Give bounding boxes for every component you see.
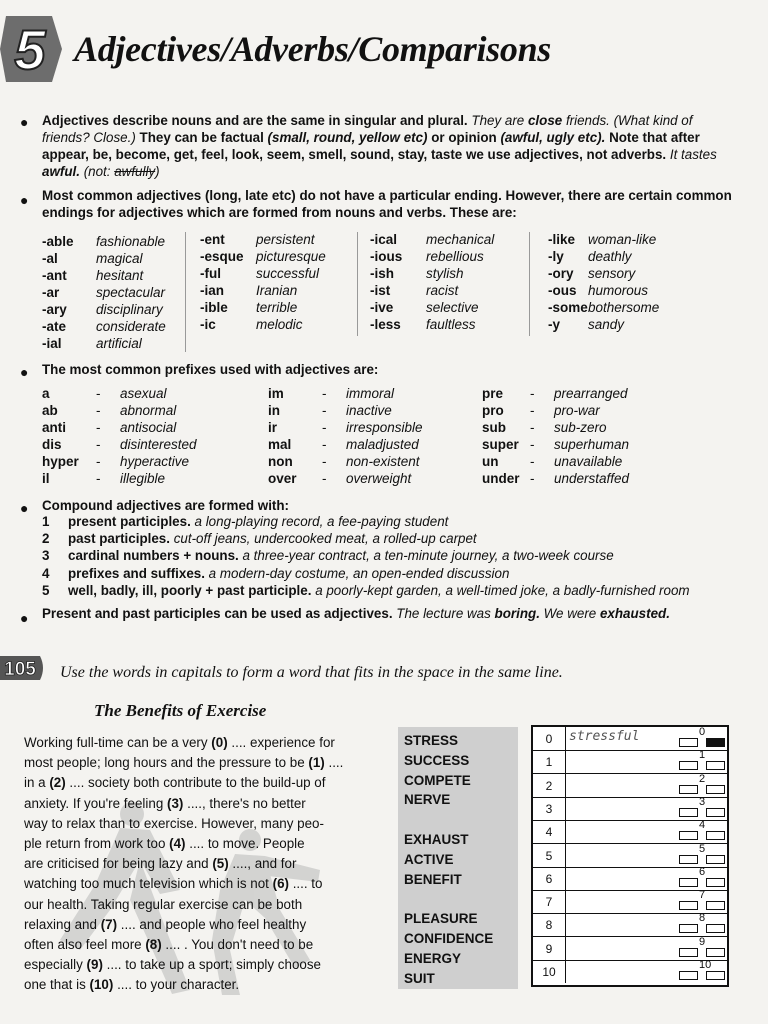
answer-box bbox=[706, 761, 725, 770]
prefix: im bbox=[268, 386, 284, 401]
suffix-row bbox=[548, 316, 659, 333]
rule-3: The most common prefixes used with adjectives are: bbox=[42, 362, 379, 377]
suffix-example: racist bbox=[426, 283, 459, 298]
answer-box bbox=[679, 761, 698, 770]
dash-separator: - bbox=[530, 437, 535, 452]
prefix-row bbox=[482, 419, 629, 436]
dash-separator: - bbox=[322, 403, 327, 418]
prefix: non bbox=[268, 454, 293, 469]
prefix-row bbox=[482, 470, 629, 487]
prefix-example: sub-zero bbox=[554, 420, 607, 435]
gap-number: (1) bbox=[308, 755, 325, 771]
suffix: -ant bbox=[42, 268, 67, 283]
answer-number: 7 bbox=[533, 890, 566, 913]
keyword: PLEASURE bbox=[404, 911, 478, 927]
gap-number: (7) bbox=[100, 916, 118, 932]
gap-number: (10) bbox=[89, 977, 114, 993]
passage-line: in a (2) .... society both contribute to the build-up of bbox=[24, 775, 326, 791]
suffix-row bbox=[200, 231, 326, 248]
answer-number: 3 bbox=[533, 797, 566, 820]
answer-box bbox=[679, 738, 698, 747]
box-number: 0 bbox=[699, 726, 706, 738]
box-number: 10 bbox=[699, 959, 712, 971]
answer-grid bbox=[679, 820, 727, 843]
suffix-row bbox=[548, 248, 659, 265]
dash-separator: - bbox=[322, 471, 327, 486]
prefix: sub bbox=[482, 420, 507, 435]
suffix-row bbox=[42, 233, 166, 250]
box-number: 5 bbox=[699, 842, 706, 855]
prefix-example: pro-war bbox=[554, 403, 600, 418]
box-number: 4 bbox=[699, 819, 706, 832]
rule-2: Most common adjectives (long, late etc) do not have a particular ending. However, there are certain common endings for adjectives which are formed from nouns and verbs. These are: bbox=[42, 188, 732, 220]
suffix-example: considerate bbox=[96, 319, 166, 334]
prefix-row bbox=[268, 385, 423, 402]
suffix-example: sensory bbox=[588, 266, 636, 281]
prefix-example: superhuman bbox=[554, 437, 630, 452]
box-number: 3 bbox=[699, 795, 706, 808]
keyword: SUIT bbox=[404, 970, 435, 986]
answer-grid bbox=[679, 727, 727, 750]
box-number: 1 bbox=[699, 749, 706, 762]
keyword: ACTIVE bbox=[404, 851, 454, 867]
prefix-row bbox=[482, 453, 629, 470]
suffix: -esque bbox=[200, 249, 244, 264]
compound-example: a modern-day costume, an open-ended discussion bbox=[208, 565, 510, 581]
passage-line: relaxing and (7) .... and people who feel healthy bbox=[24, 916, 307, 932]
prefix-row bbox=[42, 419, 197, 436]
suffix-row bbox=[42, 284, 166, 301]
answer-row bbox=[533, 890, 727, 914]
answer-number: 0 bbox=[533, 727, 566, 750]
answer-box bbox=[706, 948, 725, 957]
suffix-row bbox=[42, 250, 166, 267]
suffix-example: sandy bbox=[588, 317, 625, 332]
answer-box bbox=[706, 808, 725, 817]
prefix-row bbox=[268, 419, 423, 436]
keyword: ENERGY bbox=[404, 950, 462, 966]
answer-row bbox=[533, 797, 727, 821]
prefix-row bbox=[268, 436, 423, 453]
suffix-example: woman-like bbox=[588, 232, 657, 247]
prefix-example: abnormal bbox=[120, 403, 177, 418]
answer-row bbox=[533, 774, 727, 798]
word-box bbox=[398, 727, 518, 989]
answer-value[interactable]: stressful bbox=[569, 729, 640, 744]
suffix-row bbox=[370, 265, 494, 282]
gap-number: (2) bbox=[49, 775, 66, 791]
answer-grid bbox=[679, 937, 727, 960]
suffix: -less bbox=[370, 317, 401, 332]
dash-separator: - bbox=[530, 471, 535, 486]
suffix-example: magical bbox=[96, 251, 143, 266]
passage-line: especially (9) .... to take up a sport; simply choose bbox=[24, 957, 321, 973]
answer-row bbox=[533, 913, 727, 937]
prefix: a bbox=[42, 386, 50, 401]
keyword: CONFIDENCE bbox=[404, 931, 494, 946]
compound-rule: past participles. bbox=[68, 531, 170, 547]
suffix-row bbox=[42, 318, 166, 335]
prefix-example: antisocial bbox=[120, 420, 177, 435]
answer-row bbox=[533, 937, 727, 961]
prefix-example: illegible bbox=[120, 471, 166, 486]
answer-grid bbox=[679, 750, 727, 773]
suffix-row bbox=[200, 299, 326, 316]
passage-line: way to relax than to exercise. However, many peo- bbox=[24, 815, 324, 831]
suffix-row bbox=[42, 267, 166, 284]
prefix: dis bbox=[42, 437, 62, 452]
suffix-row bbox=[548, 299, 659, 316]
suffix-example: picturesque bbox=[256, 249, 326, 264]
prefix-example: disinterested bbox=[120, 437, 197, 452]
column-divider bbox=[357, 232, 358, 336]
dash-separator: - bbox=[530, 420, 535, 435]
suffix-example: bothersome bbox=[588, 300, 660, 315]
suffix-example: selective bbox=[426, 300, 479, 315]
unit-number: 5 bbox=[14, 18, 46, 81]
suffix: -like bbox=[548, 232, 576, 247]
compound-example: cut-off jeans, undercooked meat, a rolled-up carpet bbox=[173, 531, 477, 547]
column-divider bbox=[529, 232, 530, 336]
prefix-example: prearranged bbox=[554, 386, 628, 401]
passage-line: Working full-time can be a very (0) .... experience for bbox=[24, 735, 335, 750]
suffix-example: rebellious bbox=[426, 249, 484, 264]
suffix: -ar bbox=[42, 285, 60, 300]
prefix-column bbox=[268, 385, 423, 487]
suffix-example: artificial bbox=[96, 336, 142, 351]
dash-separator: - bbox=[530, 454, 535, 469]
suffix: -some bbox=[548, 300, 588, 315]
answer-number: 8 bbox=[533, 913, 566, 936]
column-divider bbox=[185, 232, 186, 352]
prefix-row bbox=[482, 385, 629, 402]
prefix-row bbox=[268, 453, 423, 470]
answer-box bbox=[706, 924, 725, 933]
answer-box bbox=[706, 971, 725, 980]
keyword: SUCCESS bbox=[404, 752, 470, 768]
prefix-example: maladjusted bbox=[346, 437, 419, 452]
answer-grid bbox=[679, 913, 727, 936]
answer-row bbox=[533, 820, 727, 844]
compound-example: a three-year contract, a ten-minute journey, a two-week course bbox=[242, 548, 614, 564]
prefix-example: immoral bbox=[346, 386, 395, 401]
prefix-row bbox=[42, 453, 197, 470]
prefix: hyper bbox=[42, 454, 79, 469]
prefix-row bbox=[42, 470, 197, 487]
compound-number: 4 bbox=[42, 565, 50, 581]
compound-item bbox=[42, 583, 690, 598]
compound-rule: well, badly, ill, poorly + past participle. bbox=[68, 582, 312, 598]
answer-box bbox=[706, 855, 725, 864]
prefix: in bbox=[268, 403, 280, 418]
suffix-example: hesitant bbox=[96, 268, 144, 283]
suffix: -ic bbox=[200, 317, 216, 332]
answer-row bbox=[533, 727, 727, 751]
prefix: anti bbox=[42, 420, 67, 435]
prefix-row bbox=[42, 385, 197, 402]
box-number: 9 bbox=[699, 935, 706, 948]
compound-number: 2 bbox=[42, 531, 50, 547]
suffix: -able bbox=[42, 234, 74, 249]
bullet-icon: ● bbox=[20, 192, 29, 208]
answer-number: 1 bbox=[533, 750, 566, 773]
dash-separator: - bbox=[96, 403, 101, 418]
suffix-example: fashionable bbox=[96, 234, 166, 249]
suffix-example: Iranian bbox=[256, 283, 298, 298]
prefix: over bbox=[268, 471, 297, 486]
suffix: -ous bbox=[548, 283, 577, 298]
suffix-example: mechanical bbox=[426, 232, 495, 247]
dash-separator: - bbox=[322, 420, 327, 435]
suffix: -ate bbox=[42, 319, 67, 334]
suffix: -ical bbox=[370, 232, 398, 247]
answer-box bbox=[679, 785, 698, 794]
suffix-example: melodic bbox=[256, 317, 303, 332]
box-number: 2 bbox=[699, 772, 706, 785]
answer-row bbox=[533, 960, 727, 983]
compound-item bbox=[42, 548, 614, 563]
exercise-title: The Benefits of Exercise bbox=[94, 701, 267, 720]
suffix-row bbox=[200, 265, 326, 282]
bullet-icon: ● bbox=[20, 500, 29, 516]
exercise-passage bbox=[24, 733, 376, 996]
bullet-icon: ● bbox=[20, 114, 29, 130]
prefix-example: understaffed bbox=[554, 471, 630, 486]
dash-separator: - bbox=[96, 420, 101, 435]
prefix-example: inactive bbox=[346, 403, 392, 418]
compound-item bbox=[42, 566, 509, 581]
prefix: super bbox=[482, 437, 519, 452]
answer-box bbox=[706, 878, 725, 887]
gap-number: (8) bbox=[145, 937, 162, 953]
answer-box bbox=[679, 808, 698, 817]
answer-number: 9 bbox=[533, 937, 566, 960]
passage-line: most people; long hours and the pressure to be (1) .... bbox=[24, 755, 344, 771]
gap-number: (6) bbox=[272, 876, 289, 892]
answer-number: 4 bbox=[533, 820, 566, 843]
suffix: -ial bbox=[42, 336, 62, 351]
suffix-row bbox=[370, 248, 494, 265]
svg-text:105: 105 bbox=[4, 659, 36, 680]
passage-line: anxiety. If you're feeling (3) ...., there's no better bbox=[24, 795, 306, 811]
suffix-row bbox=[548, 231, 659, 248]
passage-line: one that is (10) .... to your character. bbox=[24, 977, 240, 993]
suffix: -al bbox=[42, 251, 58, 266]
suffix-row bbox=[548, 282, 659, 299]
suffix-row bbox=[370, 316, 494, 333]
answer-row bbox=[533, 750, 727, 774]
passage-line: watching too much television which is not (6) .... to bbox=[24, 876, 323, 892]
prefix: un bbox=[482, 454, 499, 469]
prefix-example: irresponsible bbox=[346, 420, 423, 435]
prefix: pro bbox=[482, 403, 504, 418]
gap-number: (3) bbox=[167, 795, 184, 811]
suffix-row bbox=[200, 316, 326, 333]
prefix: ab bbox=[42, 403, 58, 418]
compound-number: 3 bbox=[42, 548, 50, 564]
dash-separator: - bbox=[322, 386, 327, 401]
prefix: mal bbox=[268, 437, 292, 452]
suffix-example: spectacular bbox=[96, 285, 166, 300]
dash-separator: - bbox=[96, 437, 101, 452]
passage-line: our health. Taking regular exercise can be both bbox=[24, 896, 303, 912]
suffix: -ist bbox=[370, 283, 391, 298]
suffix: -ful bbox=[200, 266, 221, 281]
compound-number: 1 bbox=[42, 514, 50, 529]
prefix-row bbox=[482, 402, 629, 419]
suffix-column bbox=[548, 231, 659, 333]
suffix: -ory bbox=[548, 266, 574, 281]
answer-grid bbox=[679, 867, 727, 890]
passage-line: ple return from work too (4) .... to move. People bbox=[24, 836, 305, 852]
answer-grid bbox=[679, 774, 727, 797]
suffix-example: persistent bbox=[256, 232, 315, 247]
gap-number: (0) bbox=[211, 735, 228, 750]
suffix-example: humorous bbox=[588, 283, 649, 298]
answer-box bbox=[679, 924, 698, 933]
keyword: EXHAUST bbox=[404, 832, 469, 847]
prefix-column bbox=[42, 385, 197, 487]
suffix-example: terrible bbox=[256, 300, 298, 315]
keyword: BENEFIT bbox=[404, 871, 462, 887]
rule-1: Adjectives describe nouns and are the same in singular and plural. They are close friends. (What kind of friends? Close.) They can be factual (small, round, yellow etc) or opinion (awful, ugly etc). Note that after appear, be, become, get, feel, look, seem, smell, sound, stay, taste we use adjectives, not adverbs. It tastes awful. (not: awfully) bbox=[42, 113, 717, 179]
suffix-row bbox=[370, 299, 494, 316]
prefix: under bbox=[482, 471, 520, 486]
suffix: -ible bbox=[200, 300, 228, 315]
dash-separator: - bbox=[530, 386, 535, 401]
dash-separator: - bbox=[322, 437, 327, 452]
exercise-number-badge bbox=[0, 654, 46, 682]
compound-rule: prefixes and suffixes. bbox=[68, 565, 205, 581]
compound-rule: present participles. bbox=[68, 514, 191, 529]
compound-item bbox=[42, 514, 448, 529]
unit-title: Adjectives/Adverbs/Comparisons bbox=[74, 29, 552, 69]
compound-example: a poorly-kept garden, a well-timed joke, a badly-furnished room bbox=[315, 582, 690, 598]
suffix: -ious bbox=[370, 249, 403, 264]
suffix-row bbox=[42, 301, 166, 318]
keyword: COMPETE bbox=[404, 772, 471, 788]
suffix-row bbox=[42, 335, 166, 352]
rule-5: Present and past participles can be used as adjectives. The lecture was boring. We were exhausted. bbox=[42, 606, 670, 621]
answer-box bbox=[679, 855, 698, 864]
suffix-row bbox=[370, 231, 494, 248]
prefix-column bbox=[482, 385, 629, 487]
unit-badge bbox=[0, 14, 62, 84]
prefix: pre bbox=[482, 386, 504, 401]
answer-box bbox=[706, 785, 725, 794]
answer-table bbox=[531, 725, 729, 987]
prefix-row bbox=[268, 470, 423, 487]
answer-grid bbox=[679, 890, 727, 913]
prefix: il bbox=[42, 471, 50, 486]
answer-box bbox=[679, 878, 698, 887]
prefix-example: overweight bbox=[346, 471, 412, 486]
answer-number: 2 bbox=[533, 774, 566, 797]
answer-grid bbox=[679, 844, 727, 867]
box-number: 8 bbox=[699, 912, 706, 925]
prefix-row bbox=[268, 402, 423, 419]
gap-number: (9) bbox=[86, 957, 103, 973]
suffix-column bbox=[42, 233, 166, 352]
answer-box bbox=[706, 738, 725, 747]
keyword: NERVE bbox=[404, 792, 451, 808]
answer-box bbox=[706, 901, 725, 910]
compound-rule: cardinal numbers + nouns. bbox=[68, 548, 239, 564]
suffix-row bbox=[200, 282, 326, 299]
suffix-example: faultless bbox=[426, 317, 476, 332]
suffix-row bbox=[370, 282, 494, 299]
suffix-row bbox=[200, 248, 326, 265]
gap-number: (5) bbox=[212, 856, 229, 872]
answer-box bbox=[679, 831, 698, 840]
suffix: -ive bbox=[370, 300, 394, 315]
suffix: -ish bbox=[370, 266, 395, 281]
keyword: STRESS bbox=[404, 733, 459, 748]
bullet-icon: ● bbox=[20, 610, 29, 626]
dash-separator: - bbox=[530, 403, 535, 418]
suffix: -ly bbox=[548, 249, 564, 264]
answer-box bbox=[679, 901, 698, 910]
suffix-example: stylish bbox=[426, 266, 464, 281]
dash-separator: - bbox=[322, 454, 327, 469]
answer-row bbox=[533, 844, 727, 868]
box-number: 6 bbox=[699, 865, 706, 878]
answer-box bbox=[706, 831, 725, 840]
suffix-example: deathly bbox=[588, 249, 632, 264]
bullet-icon: ● bbox=[20, 364, 29, 380]
compound-example: a long-playing record, a fee-paying student bbox=[194, 514, 449, 529]
answer-number: 5 bbox=[533, 844, 566, 867]
box-number: 7 bbox=[699, 889, 706, 902]
answer-box bbox=[679, 948, 698, 957]
prefix: ir bbox=[268, 420, 278, 435]
suffix: -ian bbox=[200, 283, 225, 298]
dash-separator: - bbox=[96, 471, 101, 486]
suffix-column bbox=[370, 231, 494, 333]
answer-number: 10 bbox=[533, 960, 566, 983]
suffix-example: disciplinary bbox=[96, 302, 163, 317]
answer-grid bbox=[679, 797, 727, 820]
exercise-instruction: Use the words in capitals to form a word that fits in the space in the same line. bbox=[60, 664, 563, 681]
prefix-row bbox=[482, 436, 629, 453]
prefix-row bbox=[42, 436, 197, 453]
rule-4: Compound adjectives are formed with: bbox=[42, 498, 290, 513]
passage-line: often also feel more (8) .... . You don't need to be bbox=[24, 937, 314, 953]
gap-number: (4) bbox=[169, 836, 186, 852]
prefix-example: asexual bbox=[120, 386, 167, 401]
compound-item bbox=[42, 531, 477, 546]
suffix: -ent bbox=[200, 232, 225, 247]
suffix-row bbox=[548, 265, 659, 282]
dash-separator: - bbox=[96, 386, 101, 401]
suffix-column bbox=[200, 231, 326, 333]
passage-line: are criticised for being lazy and (5) ...., and for bbox=[24, 856, 297, 872]
prefix-row bbox=[42, 402, 197, 419]
answer-box bbox=[679, 971, 698, 980]
prefix-example: hyperactive bbox=[120, 454, 190, 469]
answer-grid bbox=[679, 960, 727, 983]
suffix: -ary bbox=[42, 302, 67, 317]
answer-row bbox=[533, 867, 727, 891]
compound-number: 5 bbox=[42, 582, 50, 598]
suffix-example: successful bbox=[256, 266, 320, 281]
prefix-example: non-existent bbox=[346, 454, 420, 469]
dash-separator: - bbox=[96, 454, 101, 469]
prefix-example: unavailable bbox=[554, 454, 623, 469]
suffix: -y bbox=[548, 317, 561, 332]
answer-number: 6 bbox=[533, 867, 566, 890]
